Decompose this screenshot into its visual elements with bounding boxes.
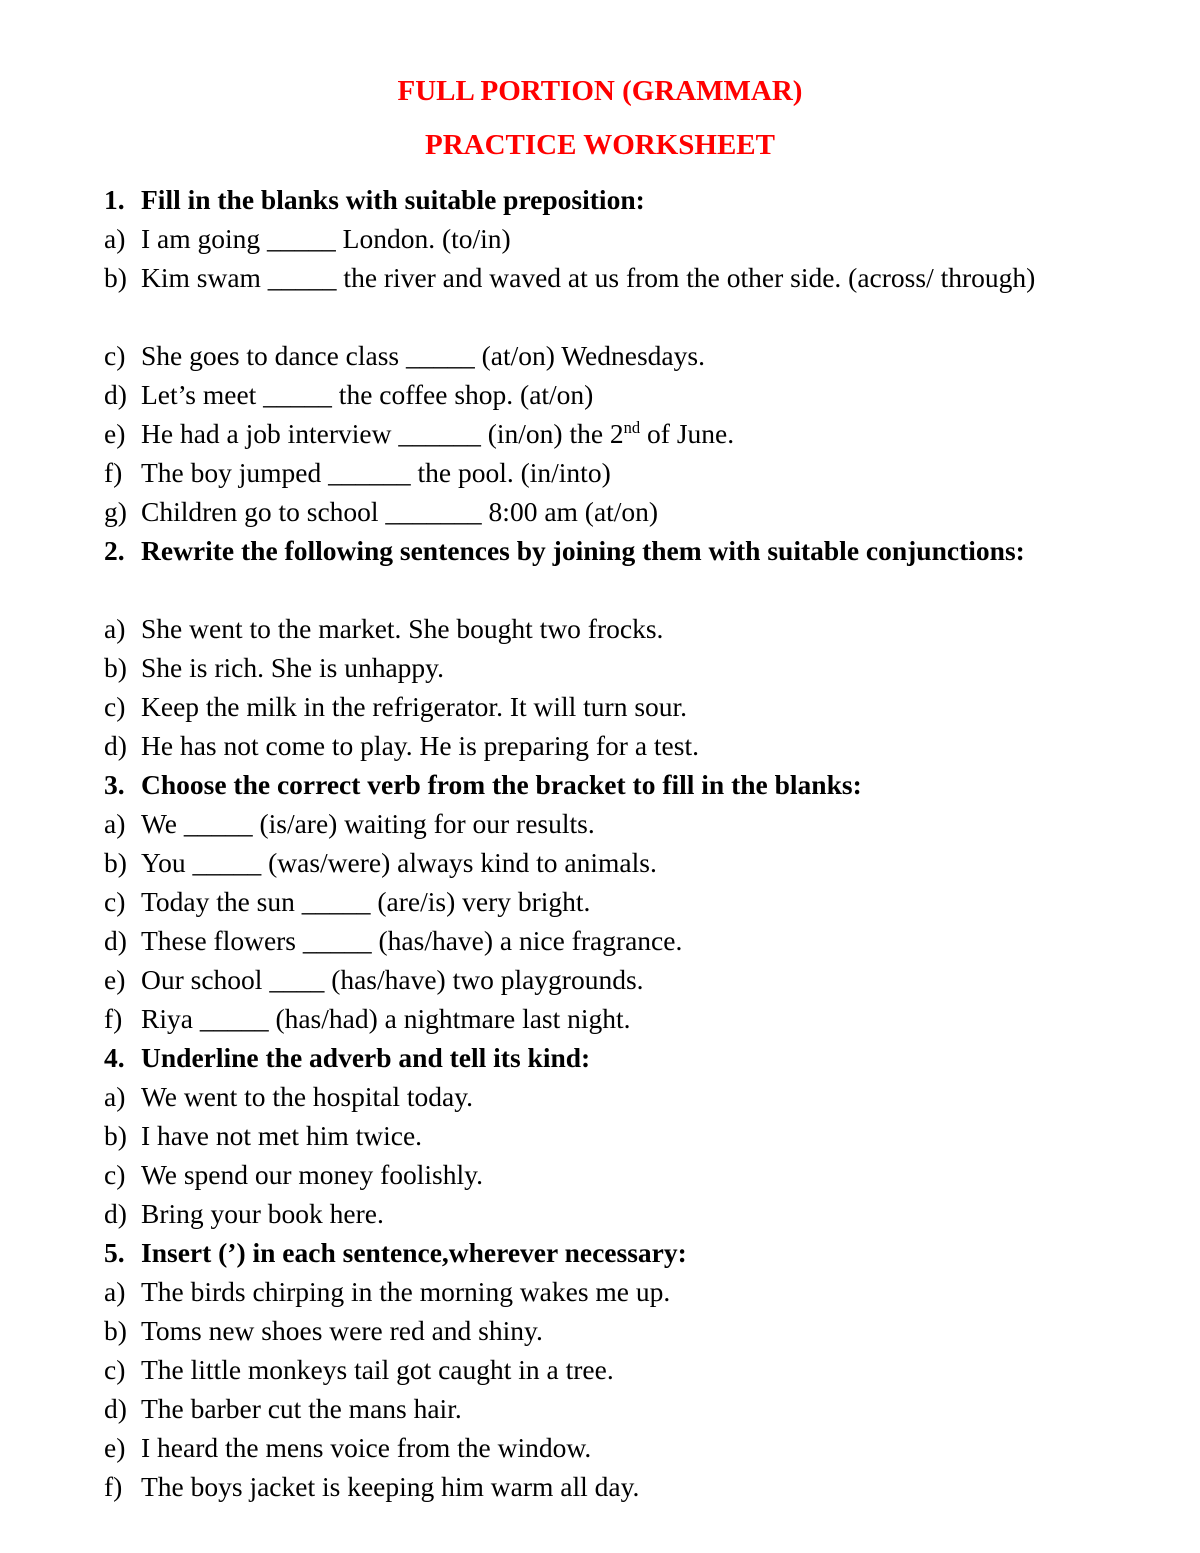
question-item xyxy=(104,1272,1084,1311)
question-item xyxy=(104,1350,1084,1389)
item-marker: a) xyxy=(104,808,126,839)
item-marker: f) xyxy=(104,1003,123,1034)
question-item xyxy=(104,258,1084,336)
question-item xyxy=(104,1467,1084,1506)
item-text: Today the sun _____ (are/is) very bright. xyxy=(141,886,591,917)
item-marker: e) xyxy=(104,964,126,995)
item-marker: a) xyxy=(104,613,126,644)
item-marker: g) xyxy=(104,496,127,527)
section-heading-text: Rewrite the following sentences by joining them with suitable conjunctions: xyxy=(141,535,1025,566)
item-text: Toms new shoes were red and shiny. xyxy=(141,1315,543,1346)
section-number: 4. xyxy=(104,1042,125,1073)
question-item xyxy=(104,1077,1084,1116)
question-item xyxy=(104,648,1084,687)
item-marker: f) xyxy=(104,457,123,488)
question-item xyxy=(104,1389,1084,1428)
item-marker: a) xyxy=(104,223,126,254)
item-text: I heard the mens voice from the window. xyxy=(141,1432,592,1463)
question-item xyxy=(104,999,1084,1038)
item-text: She is rich. She is unhappy. xyxy=(141,652,444,683)
item-marker: f) xyxy=(104,1471,123,1502)
item-marker: a) xyxy=(104,1276,126,1307)
item-text: We spend our money foolishly. xyxy=(141,1159,483,1190)
item-marker: d) xyxy=(104,379,127,410)
section-heading xyxy=(104,1233,1084,1272)
item-text: Keep the milk in the refrigerator. It will turn sour. xyxy=(141,691,688,722)
item-marker: c) xyxy=(104,1159,126,1190)
question-item xyxy=(104,336,1084,375)
question-item xyxy=(104,609,1084,648)
worksheet-subtitle: PRACTICE WORKSHEET xyxy=(425,129,775,161)
item-marker: c) xyxy=(104,340,126,371)
item-marker: a) xyxy=(104,1081,126,1112)
section-heading xyxy=(104,531,1084,609)
item-text: She went to the market. She bought two frocks. xyxy=(141,613,664,644)
item-marker: d) xyxy=(104,730,127,761)
item-text: Bring your book here. xyxy=(141,1198,384,1229)
question-item xyxy=(104,1116,1084,1155)
question-item xyxy=(104,726,1084,765)
question-item xyxy=(104,960,1084,999)
item-marker: b) xyxy=(104,262,127,293)
section-heading-text: Choose the correct verb from the bracket to fill in the blanks: xyxy=(141,769,862,800)
item-text: He has not come to play. He is preparing for a test. xyxy=(141,730,699,761)
section-heading xyxy=(104,1038,1084,1077)
item-text: You _____ (was/were) always kind to animals. xyxy=(141,847,657,878)
item-marker: b) xyxy=(104,847,127,878)
item-marker: d) xyxy=(104,1198,127,1229)
item-marker: b) xyxy=(104,652,127,683)
item-text: I have not met him twice. xyxy=(141,1120,423,1151)
section-number: 5. xyxy=(104,1237,125,1268)
question-item xyxy=(104,1428,1084,1467)
item-text: I am going _____ London. (to/in) xyxy=(141,223,511,254)
section-heading xyxy=(104,180,1084,219)
question-item xyxy=(104,492,1084,531)
item-text: The boy jumped ______ the pool. (in/into) xyxy=(141,457,611,488)
question-item xyxy=(104,1311,1084,1350)
item-text: We went to the hospital today. xyxy=(141,1081,474,1112)
question-item xyxy=(104,375,1084,414)
item-text: The boys jacket is keeping him warm all day. xyxy=(141,1471,640,1502)
item-marker: e) xyxy=(104,418,126,449)
worksheet-title: FULL PORTION (GRAMMAR) xyxy=(397,75,803,107)
item-text: We _____ (is/are) waiting for our results. xyxy=(141,808,595,839)
question-item xyxy=(104,1194,1084,1233)
ordinal-suffix: nd xyxy=(623,417,641,437)
item-text: The barber cut the mans hair. xyxy=(141,1393,462,1424)
question-item xyxy=(104,804,1084,843)
item-marker: c) xyxy=(104,1354,126,1385)
item-marker: b) xyxy=(104,1315,127,1346)
item-text xyxy=(141,414,1084,453)
worksheet-body xyxy=(104,180,1084,1506)
item-text: Let’s meet _____ the coffee shop. (at/on) xyxy=(141,379,594,410)
item-text: The little monkeys tail got caught in a tree. xyxy=(141,1354,614,1385)
item-text: She goes to dance class _____ (at/on) Wednesdays. xyxy=(141,340,705,371)
item-marker: c) xyxy=(104,886,126,917)
item-text: These flowers _____ (has/have) a nice fragrance. xyxy=(141,925,683,956)
question-item xyxy=(104,882,1084,921)
item-text: Children go to school _______ 8:00 am (at/on) xyxy=(141,496,659,527)
question-item xyxy=(104,219,1084,258)
section-heading-text: Fill in the blanks with suitable preposition: xyxy=(141,184,645,215)
item-text-before: He had a job interview ______ (in/on) the 2 xyxy=(141,418,624,449)
item-text: The birds chirping in the morning wakes me up. xyxy=(141,1276,671,1307)
question-item xyxy=(104,1155,1084,1194)
section-number: 1. xyxy=(104,184,125,215)
question-item xyxy=(104,843,1084,882)
item-text: Riya _____ (has/had) a nightmare last night. xyxy=(141,1003,631,1034)
item-marker: d) xyxy=(104,1393,127,1424)
question-item xyxy=(104,414,1084,453)
item-marker: b) xyxy=(104,1120,127,1151)
question-item xyxy=(104,453,1084,492)
section-number: 3. xyxy=(104,769,125,800)
item-marker: d) xyxy=(104,925,127,956)
section-heading-text: Underline the adverb and tell its kind: xyxy=(141,1042,591,1073)
item-text-after: of June. xyxy=(640,418,735,449)
item-text: Kim swam _____ the river and waved at us from the other side. (across/ through) xyxy=(141,262,1036,293)
section-heading-text: Insert (’) in each sentence,wherever necessary: xyxy=(141,1237,687,1268)
section-heading xyxy=(104,765,1084,804)
item-marker: c) xyxy=(104,691,126,722)
question-item xyxy=(104,921,1084,960)
item-text: Our school ____ (has/have) two playgrounds. xyxy=(141,964,644,995)
item-marker: e) xyxy=(104,1432,126,1463)
question-item xyxy=(104,687,1084,726)
section-number: 2. xyxy=(104,535,125,566)
